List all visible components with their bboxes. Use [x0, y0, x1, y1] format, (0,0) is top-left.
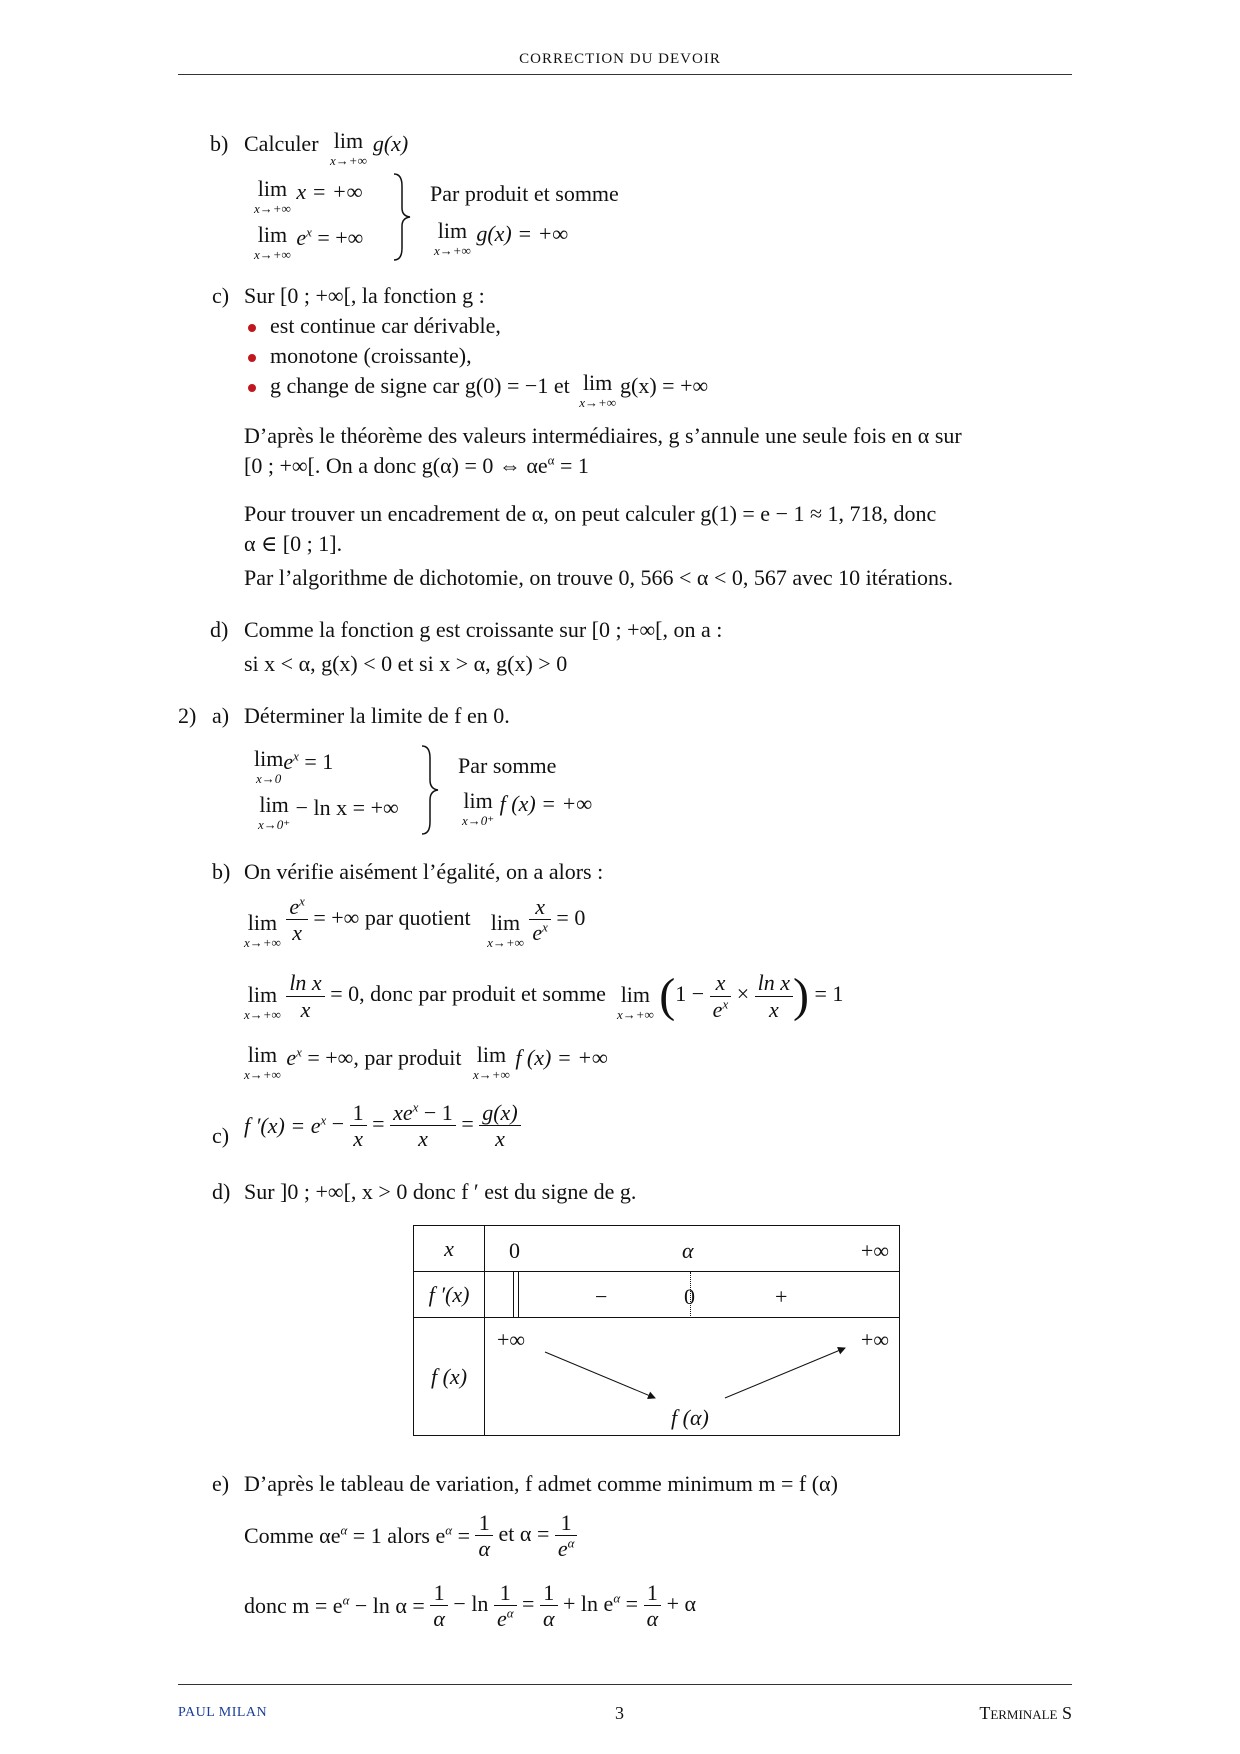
q2a-row2: lim x→0⁺ − ln x = +∞ — [258, 792, 399, 832]
q1d-label: d) — [210, 617, 229, 642]
q1b-brace — [390, 172, 414, 262]
q2a-title: Déterminer la limite de f en 0. — [244, 703, 510, 728]
bullet-icon — [248, 384, 256, 392]
q1b-title: Calculer lim x→+∞ g(x) — [244, 128, 409, 168]
q1c-paragraph-2-line-2: α ∈ [0 ; 1]. — [244, 531, 343, 556]
var-fprime-signs: − 0 + — [485, 1272, 900, 1318]
q2a-label: a) — [212, 703, 230, 728]
footer-class: Terminale S — [979, 1703, 1072, 1723]
q2e-line-1: D’après le tableau de variation, f admet comme minimum m = f (α) — [244, 1471, 838, 1496]
q2b-line-2: lim x→+∞ $\frac{\text{ln x}}{x}$ = 0, donc par produit et somme lim x→+∞ (1 − $\frac{x}{e^x}$ × $\frac{\text{ln x}}{x}$ ) = 1 — [244, 969, 844, 1022]
q1d-line-2: si x < α, g(x) < 0 et si x > α, g(x) > 0 — [244, 651, 568, 676]
q1c-label: c) — [212, 283, 230, 308]
var-x-values: 0 α +∞ — [485, 1226, 900, 1272]
variation-table — [413, 1225, 900, 1436]
q1b-row1: lim x→+∞ x = +∞ — [254, 176, 363, 216]
header-rule — [178, 74, 1072, 75]
q2e-line-2: Comme $\alpha e^\alpha = 1$ alors $e^\alpha$ = $\frac{1}{\alpha}$ et α = $\frac{1}{e^\alpha}$ — [244, 1510, 577, 1562]
q1b-label: b) — [210, 131, 229, 156]
q2a-conclusion: Par somme — [458, 753, 557, 778]
q1c-bullet-2: monotone (croissante), — [248, 342, 472, 370]
var-f-variation: +∞ +∞ f (α) — [485, 1318, 900, 1436]
q1c-intro: Sur [0 ; +∞[, la fonction g : — [244, 283, 485, 308]
footer-rule — [178, 1684, 1072, 1685]
page-header: CORRECTION DU DEVOIR — [519, 51, 721, 67]
q1c-bullet-3: g change de signe car g(0) = −1 et lim x→+∞ g(x) = +∞ — [248, 372, 708, 409]
variation-arrows — [485, 1318, 901, 1436]
q2c-label: c) — [212, 1123, 230, 1148]
footer-author: PAUL MILAN — [178, 1705, 268, 1720]
q2b-label: b) — [212, 859, 231, 884]
q2e-label: e) — [212, 1471, 230, 1496]
q1d-line-1: Comme la fonction g est croissante sur [0 ; +∞[, on a : — [244, 617, 723, 642]
q2a-brace — [418, 744, 442, 836]
q2e-line-3: donc $m = e^\alpha - \ln \alpha$ = $\frac{1}{\alpha}$ − ln $\frac{1}{e^\alpha}$ = $\frac{1}{\alpha}$ + $\ln e^\alpha$ = $\frac{1}{\alpha}$ + α — [244, 1580, 697, 1632]
bullet-icon — [248, 324, 256, 332]
q1b-conclusion: Par produit et somme — [430, 181, 619, 206]
q1c-bullet-1: est continue car dérivable, — [248, 312, 501, 340]
q1c-paragraph-2-line-1: Pour trouver un encadrement de α, on peut calculer g(1) = e − 1 ≈ 1, 718, donc — [244, 501, 937, 526]
q1b-result: lim x→+∞ g(x) = +∞ — [434, 218, 569, 258]
q2a-result: lim x→0⁺ f (x) = +∞ — [462, 788, 593, 828]
q2a-row1: lim x→0 $e^x = 1$ — [254, 746, 334, 786]
q1c-paragraph-1-line-2: [0 ; +∞[. On a donc g(α) = 0 ⇔ $\alpha e^\alpha = 1$ — [244, 452, 589, 478]
q1b-row2: lim x→+∞ $e^x$ = +∞ — [254, 222, 364, 262]
var-x-header: x — [414, 1226, 485, 1272]
footer-page-number: 3 — [615, 1703, 624, 1723]
q2b-intro: On vérifie aisément l’égalité, on a alors : — [244, 859, 604, 884]
q2c-derivative: f $'(x) = e^x$ − $\frac{1}{x}$ = $\frac{xe^x - 1}{x}$ = $\frac{g(x)}{x}$ — [244, 1100, 521, 1152]
q2b-line-1: lim x→+∞ $\frac{e^x}{x}$ = +∞ par quotient lim x→+∞ $\frac{x}{e^x}$ = 0 — [244, 893, 586, 950]
q2d-label: d) — [212, 1179, 231, 1204]
var-f-header: f (x) — [414, 1318, 485, 1436]
double-bar — [513, 1272, 519, 1318]
var-fprime-header: f ′(x) — [414, 1272, 485, 1318]
q1c-paragraph-1-line-1: D’après le théorème des valeurs intermédiaires, g s’annule une seule fois en α sur — [244, 423, 962, 448]
q2d-text: Sur ]0 ; +∞[, x > 0 donc f ′ est du signe de g. — [244, 1179, 637, 1204]
q2-number: 2) — [178, 703, 197, 728]
bullet-icon — [248, 354, 256, 362]
q1c-paragraph-2-line-3: Par l’algorithme de dichotomie, on trouve 0, 566 < α < 0, 567 avec 10 itérations. — [244, 565, 954, 590]
q2b-line-3: lim x→+∞ $e^x$ = +∞, par produit lim x→+∞ f (x) = +∞ — [244, 1042, 608, 1082]
